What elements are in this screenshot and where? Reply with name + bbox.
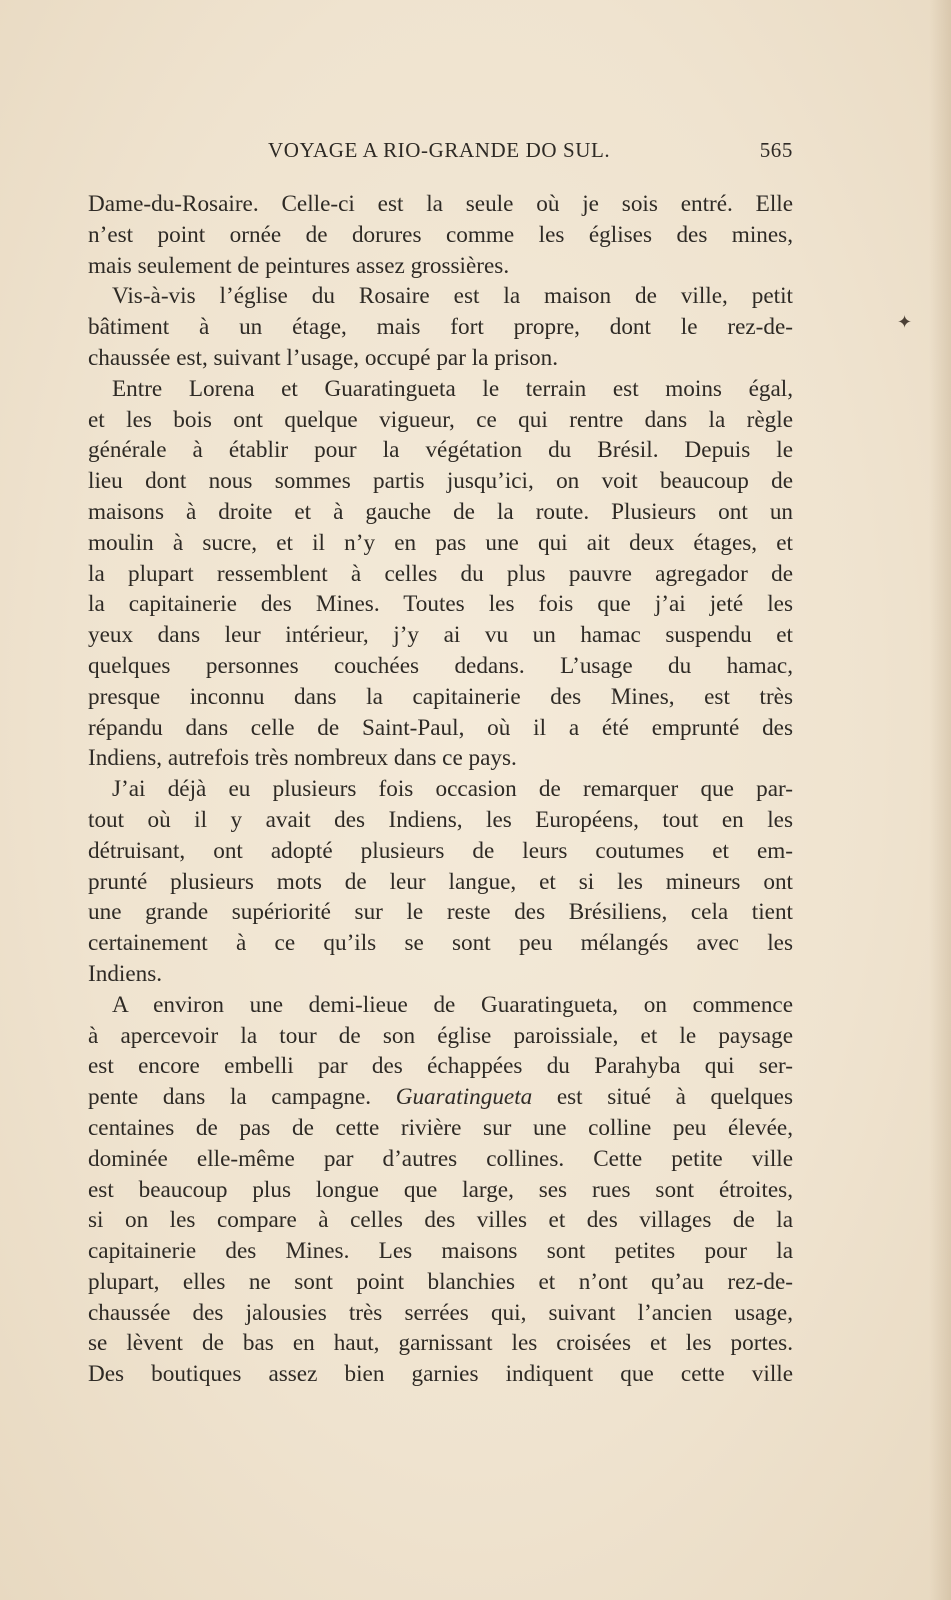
text-line: chaussée est, suivant l’usage, occupé par la prison. <box>88 344 559 371</box>
text-line: et les bois ont quelque vigueur, ce qui rentre dans la règle <box>88 406 793 433</box>
text-line: Entre Lorena et Guaratingueta le terrain est moins égal, <box>112 375 793 402</box>
text-line: presque inconnu dans la capitainerie des Mines, est très <box>88 683 793 710</box>
text-line: moulin à sucre, et il n’y en pas une qui ait deux étages, et <box>88 529 793 556</box>
text-line: la capitainerie des Mines. Toutes les fois que j’ai jeté les <box>88 591 793 618</box>
text-line: maisons à droite et à gauche de la route. Plusieurs ont un <box>88 498 793 525</box>
body-text <box>88 189 793 1390</box>
text-line: générale à établir pour la végétation du Brésil. Depuis le <box>88 437 793 464</box>
text-line: mais seulement de peintures assez grossières. <box>88 252 510 279</box>
page-header <box>88 138 793 168</box>
text-line: yeux dans leur intérieur, j’y ai vu un hamac suspendu et <box>88 622 793 649</box>
text-line: Des boutiques assez bien garnies indiquent que cette ville <box>88 1361 793 1388</box>
text-line: capitainerie des Mines. Les maisons sont petites pour la <box>88 1238 793 1265</box>
text-line: si on les compare à celles des villes et des villages de la <box>88 1207 793 1234</box>
page-edge-shadow <box>929 0 951 1600</box>
text-line: répandu dans celle de Saint-Paul, où il a été emprunté des <box>88 714 793 741</box>
text-line: Vis-à-vis l’église du Rosaire est la maison de ville, petit <box>112 283 793 310</box>
text-line: dominée elle-même par d’autres collines. Cette petite ville <box>88 1145 793 1172</box>
text-line: Indiens, autrefois très nombreux dans ce pays. <box>88 745 517 772</box>
text-line: est encore embelli par des échappées du Parahyba qui ser- <box>88 1053 793 1080</box>
text-line: bâtiment à un étage, mais fort propre, dont le rez-de- <box>88 314 793 341</box>
page-number: 565 <box>759 138 793 162</box>
text-line: est beaucoup plus longue que large, ses rues sont étroites, <box>88 1176 793 1203</box>
text-line: plupart, elles ne sont point blanchies et n’ont qu’au rez-de- <box>88 1268 793 1295</box>
text-line: la plupart ressemblent à celles du plus pauvre agregador de <box>88 560 793 587</box>
text-segment: est situé à quelques <box>532 1084 793 1111</box>
text-line: prunté plusieurs mots de leur langue, et si les mineurs ont <box>88 868 793 895</box>
text-line: Dame-du-Rosaire. Celle-ci est la seule où je sois entré. Elle <box>88 191 793 217</box>
text-line: une grande supériorité sur le reste des Brésiliens, cela tient <box>88 899 793 926</box>
text-line: n’est point ornée de dorures comme les églises des mines, <box>88 221 793 248</box>
running-title: VOYAGE A RIO-GRANDE DO SUL. <box>268 138 611 162</box>
text-line: centaines de pas de cette rivière sur une colline peu élevée, <box>88 1114 793 1141</box>
text-line: quelques personnes couchées dedans. L’usage du hamac, <box>88 652 793 679</box>
text-segment: pente dans la campagne. <box>88 1084 396 1111</box>
text-line: lieu dont nous sommes partis jusqu’ici, on voit beaucoup de <box>88 468 793 495</box>
margin-mark-icon: ✦ <box>897 312 913 332</box>
text-line <box>88 1082 793 1113</box>
place-name-italic: Guaratingueta <box>395 1084 533 1111</box>
text-line: chaussée des jalousies très serrées qui, suivant l’ancien usage, <box>88 1299 793 1326</box>
text-line: tout où il y avait des Indiens, les Européens, tout en les <box>88 806 793 833</box>
text-line: se lèvent de bas en haut, garnissant les croisées et les portes. <box>88 1330 793 1357</box>
text-line: à apercevoir la tour de son église paroissiale, et le paysage <box>88 1022 793 1049</box>
text-line: détruisant, ont adopté plusieurs de leurs coutumes et em- <box>88 837 793 864</box>
text-line: Indiens. <box>88 960 163 987</box>
text-line: certainement à ce qu’ils se sont peu mélangés avec les <box>88 930 793 957</box>
text-line: J’ai déjà eu plusieurs fois occasion de remarquer que par- <box>112 776 793 803</box>
text-line: A environ une demi-lieue de Guaratingueta, on commence <box>112 991 793 1018</box>
